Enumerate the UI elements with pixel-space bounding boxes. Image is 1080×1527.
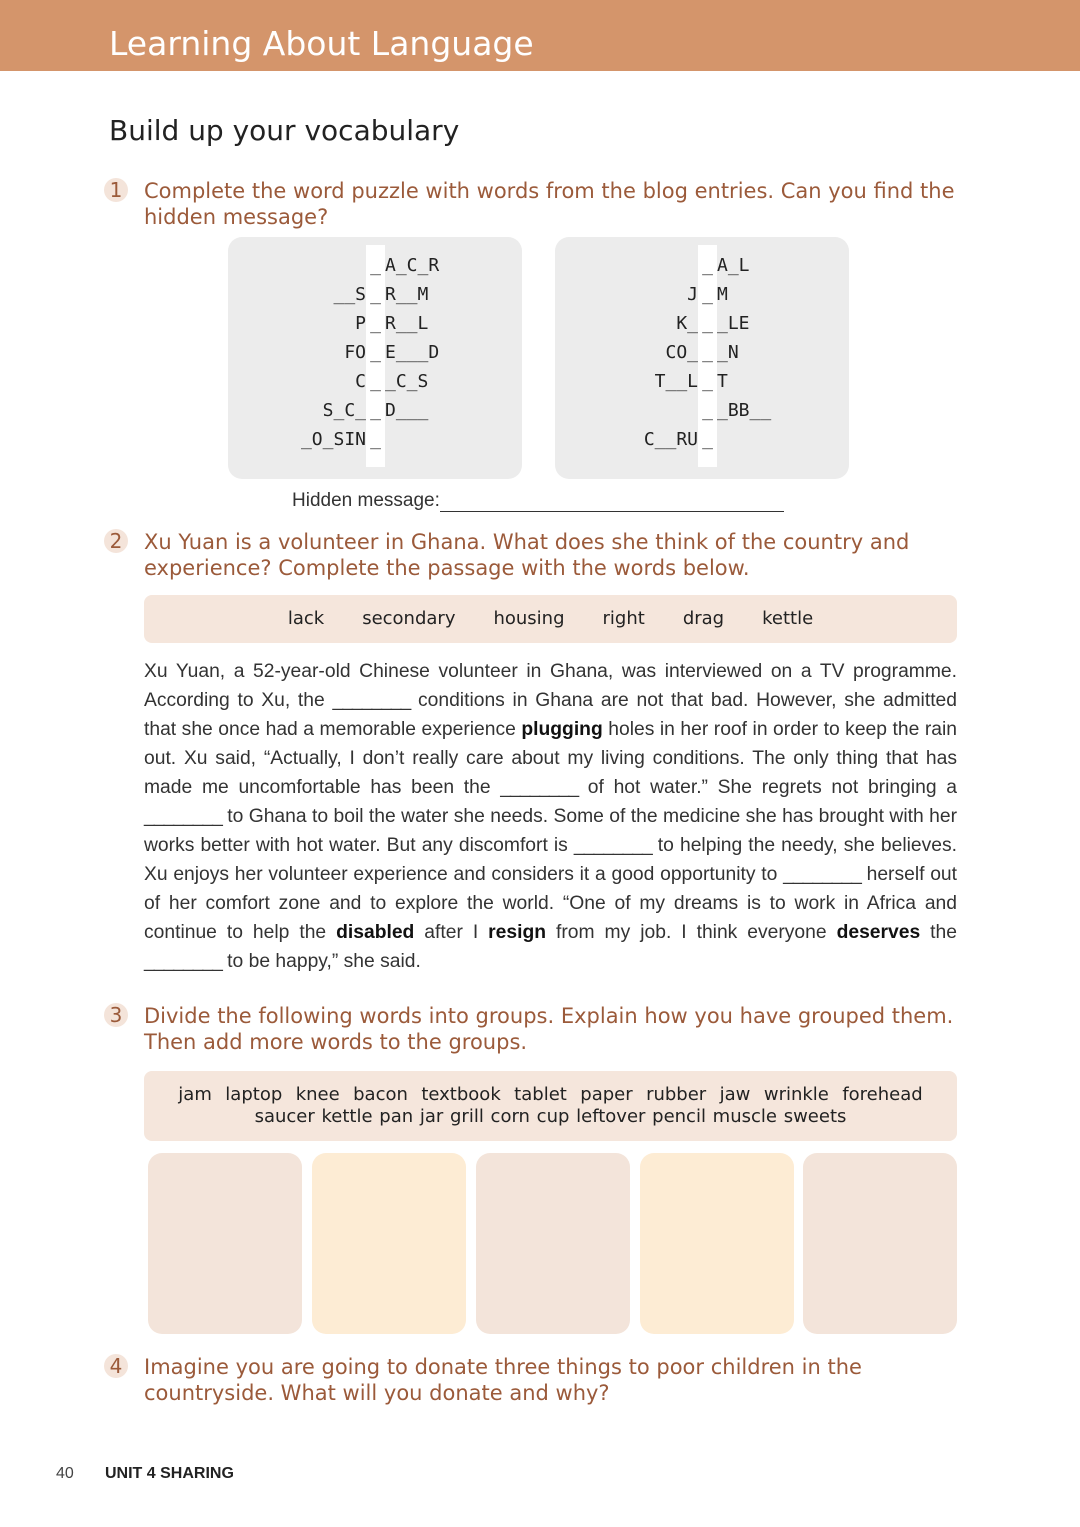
puzzle-row-left: K_: [676, 313, 698, 334]
puzzle-row: [555, 284, 728, 313]
puzzle-row: [555, 313, 750, 342]
word-bank: [144, 595, 957, 643]
puzzle-key-letter[interactable]: _: [370, 371, 381, 392]
puzzle-key-letter[interactable]: _: [702, 313, 713, 334]
question-1: [104, 178, 964, 230]
passage-text: to be happy,” she said.: [221, 951, 421, 972]
puzzle-row-left: __S: [333, 284, 366, 305]
bold-keyword: deserves: [836, 922, 921, 943]
page-number: 40: [56, 1465, 74, 1482]
question-number: 1: [104, 178, 128, 202]
question-text: Imagine you are going to donate three things to poor children in the countryside. What will you donate and why?: [144, 1355, 862, 1405]
passage-text: of hot water.” She regrets not bringing a: [578, 777, 957, 798]
puzzle-row: [555, 429, 717, 458]
passage: [144, 657, 957, 976]
puzzle-row-left: FO: [344, 342, 366, 363]
puzzle-row-right: R__M: [385, 284, 429, 305]
puzzle-row-left: CO_: [665, 342, 698, 363]
puzzle-row: [228, 429, 385, 458]
puzzle-row: [555, 400, 771, 429]
word-bank-item: lack: [287, 608, 325, 629]
puzzle-row-right: A_C_R: [385, 255, 440, 276]
question-number: 2: [104, 529, 128, 553]
puzzle-row: [555, 342, 739, 371]
group-box-4[interactable]: [640, 1153, 794, 1334]
puzzle-row: [555, 255, 750, 284]
bold-keyword: plugging: [521, 719, 603, 740]
group-box-5[interactable]: [803, 1153, 957, 1334]
puzzle-row: [228, 371, 428, 400]
puzzle-key-letter[interactable]: _: [702, 342, 713, 363]
puzzle-row-left: J: [687, 284, 698, 305]
puzzle-row-right: R__L: [385, 313, 429, 334]
word-bank-item: right: [602, 608, 645, 629]
answer-blank[interactable]: ________: [144, 806, 222, 827]
passage-text: the: [920, 922, 957, 943]
word-puzzle-1: [228, 237, 522, 479]
question-text: Complete the word puzzle with words from the blog entries. Can you find the hidden message?: [144, 179, 955, 229]
question-number: 3: [104, 1003, 128, 1027]
bold-keyword: resign: [488, 922, 547, 943]
puzzle-row-right: E___D: [385, 342, 440, 363]
word-list-line: jam laptop knee bacon textbook tablet paper rubber jaw wrinkle forehead: [178, 1084, 923, 1105]
puzzle-key-letter[interactable]: _: [370, 342, 381, 363]
puzzle-row: [228, 400, 428, 429]
puzzle-row: [228, 342, 439, 371]
puzzle-row-right: _BB__: [717, 400, 772, 421]
hidden-message-label: Hidden message:: [292, 490, 440, 511]
puzzle-row-right: _LE: [717, 313, 750, 334]
word-bank-item: drag: [682, 608, 725, 629]
puzzle-key-letter[interactable]: _: [370, 429, 381, 450]
puzzle-row-right: A_L: [717, 255, 750, 276]
puzzle-key-letter[interactable]: _: [370, 284, 381, 305]
puzzle-row: [555, 371, 728, 400]
puzzle-key-letter[interactable]: _: [370, 400, 381, 421]
puzzle-row-left: C: [355, 371, 366, 392]
answer-line[interactable]: [440, 491, 784, 512]
answer-blank[interactable]: ________: [144, 951, 222, 972]
question-text: Divide the following words into groups. Explain how you have grouped them. Then add more words to the groups.: [144, 1004, 954, 1054]
word-bank-item: kettle: [762, 608, 814, 629]
passage-text: conditions in Ghana are not that bad. However, she admitted that she once had a memorable experience: [144, 690, 957, 740]
question-4: [104, 1354, 964, 1406]
question-text: Xu Yuan is a volunteer in Ghana. What does she think of the country and experience? Complete the passage with the words below.: [144, 530, 910, 580]
puzzle-row-right: _N: [717, 342, 739, 363]
passage-text: to helping the needy, she believes. Xu enjoys her volunteer experience and considers it a good opportunity to: [144, 835, 957, 885]
section-title: Build up your vocabulary: [109, 114, 460, 147]
passage-text: from my job. I think everyone: [546, 922, 837, 943]
answer-blank[interactable]: ________: [573, 835, 652, 856]
header-title: Learning About Language: [109, 24, 534, 63]
puzzle-row-left: T__L: [654, 371, 698, 392]
group-box-2[interactable]: [312, 1153, 466, 1334]
puzzle-row-left: S_C_: [322, 400, 366, 421]
passage-text: holes in her roof in order to keep the rain out. Xu said, “Actually, I don’t really care about my living conditions. The only thing that has made me uncomfortable has been the: [144, 719, 957, 798]
puzzle-row-left: C__RU: [643, 429, 698, 450]
passage-text: after I: [414, 922, 489, 943]
passage-text: to Ghana to boil the water she needs. Some of the medicine she has brought with her works better with hot water. But any discomfort is: [144, 806, 957, 856]
puzzle-row-left: _O_SIN: [300, 429, 366, 450]
group-box-3[interactable]: [476, 1153, 630, 1334]
word-bank-item: secondary: [362, 608, 456, 629]
group-box-1[interactable]: [148, 1153, 302, 1334]
puzzle-key-letter[interactable]: _: [370, 313, 381, 334]
answer-blank[interactable]: ________: [783, 864, 861, 885]
passage-text: herself out of her comfort zone and to explore the world. “One of my dreams is to work in Africa and continue to help the: [144, 864, 958, 943]
question-number: 4: [104, 1354, 128, 1378]
word-list: [144, 1071, 957, 1141]
page-header: [0, 0, 1080, 71]
puzzle-key-letter[interactable]: _: [702, 255, 713, 276]
puzzle-row-right: D___: [385, 400, 429, 421]
puzzle-row-right: M: [717, 284, 728, 305]
question-2: [104, 529, 964, 581]
puzzle-key-letter[interactable]: _: [702, 371, 713, 392]
answer-blank[interactable]: ________: [500, 777, 579, 798]
answer-blank[interactable]: ________: [332, 690, 411, 711]
puzzle-row: [228, 313, 428, 342]
puzzle-key-letter[interactable]: _: [702, 400, 713, 421]
puzzle-row-left: P: [355, 313, 366, 334]
hidden-message-field[interactable]: [292, 490, 784, 512]
question-3: [104, 1003, 964, 1055]
puzzle-key-letter[interactable]: _: [370, 255, 381, 276]
unit-label: UNIT 4 SHARING: [105, 1465, 234, 1482]
word-puzzle-2: [555, 237, 849, 479]
puzzle-row-right: _C_S: [385, 371, 429, 392]
puzzle-row: [228, 255, 439, 284]
passage-text: Xu Yuan, a 52-year-old Chinese volunteer in Ghana, was interviewed on a TV programme. According to Xu, the: [144, 661, 957, 711]
puzzle-row: [228, 284, 428, 313]
bold-keyword: disabled: [336, 922, 415, 943]
puzzle-key-letter[interactable]: _: [702, 284, 713, 305]
puzzle-key-letter[interactable]: _: [702, 429, 713, 450]
word-list-line: saucer kettle pan jar grill corn cup leftover pencil muscle sweets: [254, 1106, 847, 1127]
word-bank-item: housing: [493, 608, 565, 629]
puzzle-row-right: T: [717, 371, 728, 392]
